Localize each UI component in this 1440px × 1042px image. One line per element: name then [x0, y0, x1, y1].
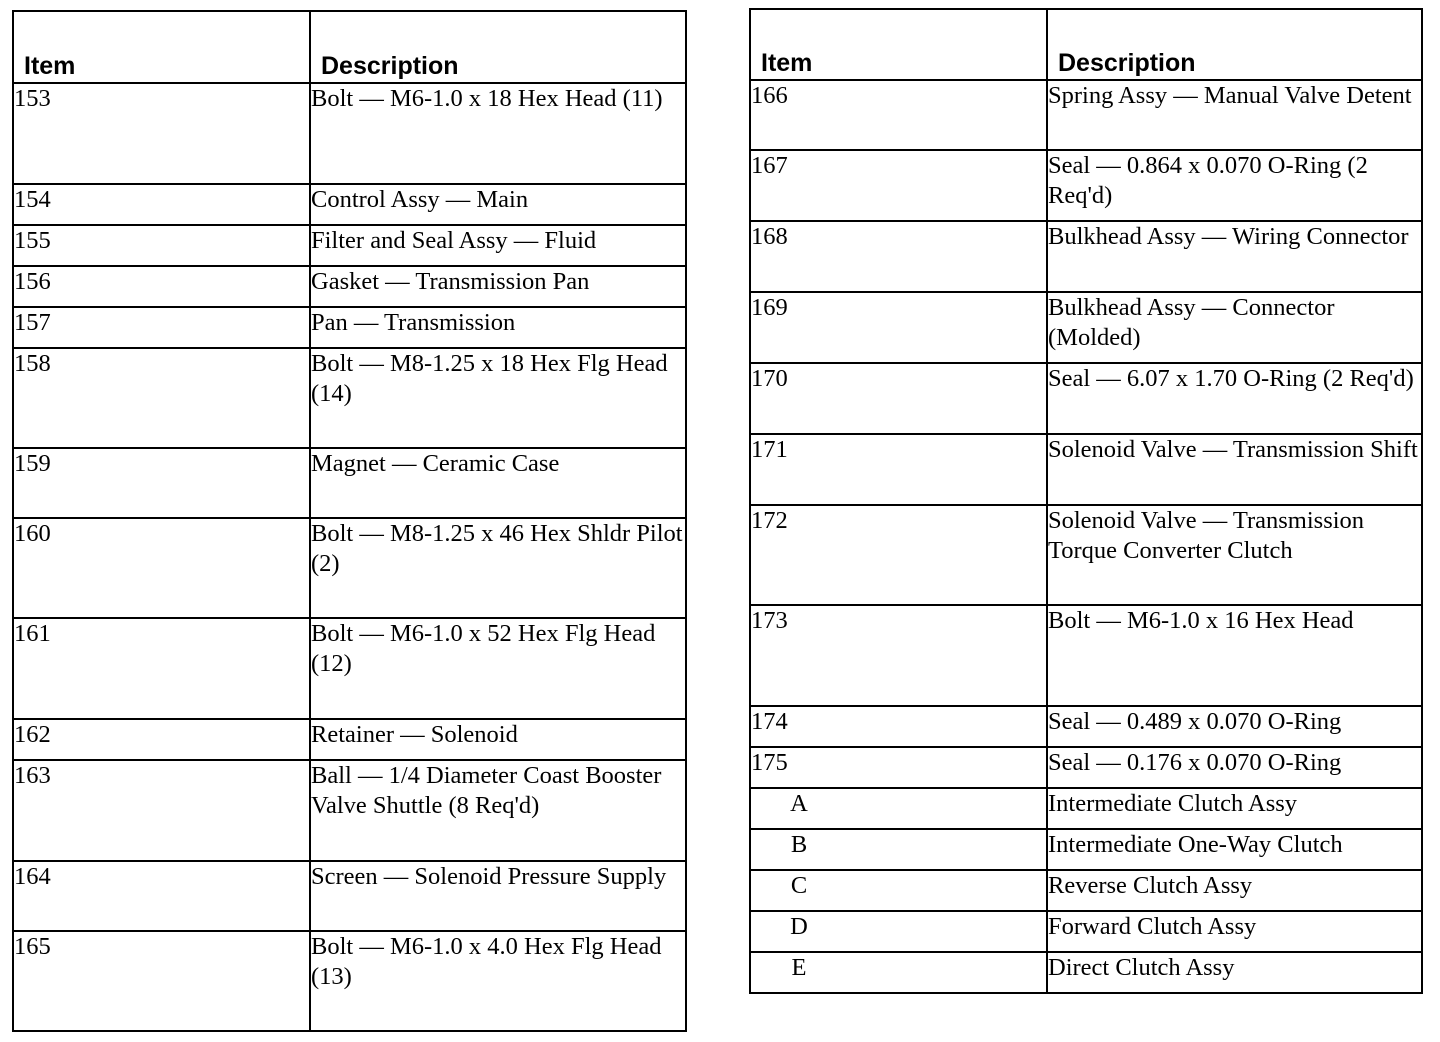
item-column-header: Item — [750, 9, 1047, 80]
item-description: Reverse Clutch Assy — [1047, 870, 1422, 911]
item-description: Filter and Seal Assy — Fluid — [310, 225, 686, 266]
table-row — [750, 870, 1422, 911]
item-description: Seal — 0.864 x 0.070 O-Ring (2 Req'd) — [1047, 150, 1422, 221]
table-row — [750, 80, 1422, 150]
item-number: 154 — [13, 184, 310, 225]
table-row — [750, 434, 1422, 505]
item-description: Gasket — Transmission Pan — [310, 266, 686, 307]
item-description: Bolt — M6-1.0 x 16 Hex Head — [1047, 605, 1422, 706]
item-description: Bulkhead Assy — Connector (Molded) — [1047, 292, 1422, 363]
table-row — [13, 348, 686, 448]
table-row — [13, 518, 686, 618]
item-number: 167 — [750, 150, 1047, 221]
item-description: Screen — Solenoid Pressure Supply — [310, 861, 686, 931]
item-description: Pan — Transmission — [310, 307, 686, 348]
table-row — [13, 719, 686, 760]
item-description: Control Assy — Main — [310, 184, 686, 225]
item-letter: C — [790, 872, 808, 899]
table-row — [750, 952, 1422, 993]
item-description: Seal — 0.489 x 0.070 O-Ring — [1047, 706, 1422, 747]
table-row — [750, 706, 1422, 747]
item-number: 161 — [13, 618, 310, 719]
item-letter: A — [790, 790, 808, 817]
table-header-row — [750, 9, 1422, 80]
item-number: 153 — [13, 83, 310, 184]
item-number: 159 — [13, 448, 310, 518]
item-description: Solenoid Valve — Transmission Torque Converter Clutch — [1047, 505, 1422, 605]
item-description: Forward Clutch Assy — [1047, 911, 1422, 952]
table-row — [13, 225, 686, 266]
item-number: 173 — [750, 605, 1047, 706]
item-letter: E — [791, 954, 807, 981]
table-row — [13, 448, 686, 518]
item-number: 156 — [13, 266, 310, 307]
item-number: 155 — [13, 225, 310, 266]
table-row — [750, 788, 1422, 829]
item-number: 169 — [750, 292, 1047, 363]
table-row — [750, 363, 1422, 434]
table-row — [750, 292, 1422, 363]
item-description: Bolt — M6-1.0 x 4.0 Hex Flg Head (13) — [310, 931, 686, 1031]
item-description: Intermediate One-Way Clutch — [1047, 829, 1422, 870]
table-header-row — [13, 11, 686, 83]
item-description: Magnet — Ceramic Case — [310, 448, 686, 518]
item-letter: B — [790, 831, 808, 858]
table-row — [750, 747, 1422, 788]
table-row — [13, 931, 686, 1031]
item-number: 168 — [750, 221, 1047, 292]
item-number: 172 — [750, 505, 1047, 605]
item-number: 165 — [13, 931, 310, 1031]
item-description: Solenoid Valve — Transmission Shift — [1047, 434, 1422, 505]
item-description: Ball — 1/4 Diameter Coast Booster Valve Shuttle (8 Req'd) — [310, 760, 686, 861]
table-row — [13, 861, 686, 931]
table-row — [750, 829, 1422, 870]
table-row — [13, 266, 686, 307]
item-description: Bulkhead Assy — Wiring Connector — [1047, 221, 1422, 292]
item-number: 164 — [13, 861, 310, 931]
table-row — [750, 605, 1422, 706]
item-description: Bolt — M8-1.25 x 18 Hex Flg Head (14) — [310, 348, 686, 448]
table-row — [13, 184, 686, 225]
item-letter: D — [790, 913, 808, 940]
item-number: 171 — [750, 434, 1047, 505]
item-number: 157 — [13, 307, 310, 348]
item-number: 162 — [13, 719, 310, 760]
table-row — [750, 505, 1422, 605]
item-description: Intermediate Clutch Assy — [1047, 788, 1422, 829]
table-row — [750, 221, 1422, 292]
description-column-header: Description — [1047, 9, 1422, 80]
description-column-header: Description — [310, 11, 686, 83]
item-number: 160 — [13, 518, 310, 618]
item-description: Bolt — M8-1.25 x 46 Hex Shldr Pilot (2) — [310, 518, 686, 618]
item-column-header: Item — [13, 11, 310, 83]
item-description: Seal — 0.176 x 0.070 O-Ring — [1047, 747, 1422, 788]
table-row — [13, 307, 686, 348]
item-number: 174 — [750, 706, 1047, 747]
table-row — [750, 150, 1422, 221]
item-number: 163 — [13, 760, 310, 861]
item-description: Bolt — M6-1.0 x 52 Hex Flg Head (12) — [310, 618, 686, 719]
parts-table-left — [12, 10, 687, 1032]
item-number: 166 — [750, 80, 1047, 150]
item-description: Retainer — Solenoid — [310, 719, 686, 760]
item-number: 170 — [750, 363, 1047, 434]
table-row — [13, 83, 686, 184]
table-row — [13, 618, 686, 719]
table-row — [750, 911, 1422, 952]
item-description: Bolt — M6-1.0 x 18 Hex Head (11) — [310, 83, 686, 184]
item-number: 175 — [750, 747, 1047, 788]
item-number: 158 — [13, 348, 310, 448]
table-row — [13, 760, 686, 861]
item-description: Seal — 6.07 x 1.70 O-Ring (2 Req'd) — [1047, 363, 1422, 434]
item-description: Direct Clutch Assy — [1047, 952, 1422, 993]
item-description: Spring Assy — Manual Valve Detent — [1047, 80, 1422, 150]
parts-table-right — [749, 8, 1423, 994]
